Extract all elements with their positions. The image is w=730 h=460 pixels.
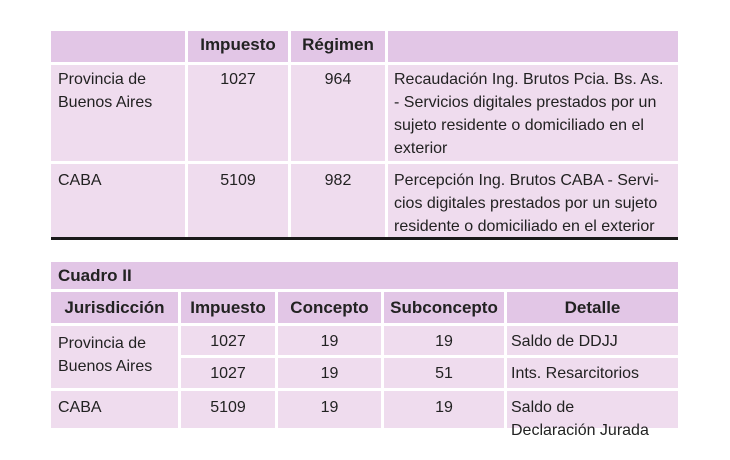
t2-header-detalle-label: Detalle — [564, 298, 621, 317]
t2-row1-impuesto — [181, 326, 275, 355]
t2-header-concepto-label: Concepto — [290, 298, 369, 317]
t2-header-impuesto-label: Impuesto — [190, 298, 266, 317]
t1-row2-regimen — [291, 164, 385, 237]
t1-row1-detalle-line2: - Servicios digitales prestados por un — [394, 94, 657, 111]
t1-row1-regimen — [291, 65, 385, 161]
t2-row3-jurisdiccion-value: CABA — [58, 399, 102, 416]
t1-header-impuesto — [188, 31, 288, 62]
t2-row2-subconcepto-value: 51 — [435, 365, 453, 382]
t2-row1-impuesto-value: 1027 — [210, 333, 246, 350]
t2-row3-detalle — [507, 391, 678, 439]
t1-header-regimen — [291, 31, 385, 62]
t2-header-concepto — [278, 292, 381, 323]
t2-row1-concepto-value: 19 — [320, 333, 339, 350]
t2-row3-concepto-value: 19 — [320, 399, 339, 416]
t1-row1-jurisdiccion-line2: Buenos Aires — [58, 94, 153, 111]
t1-header-impuesto-label: Impuesto — [200, 35, 276, 54]
t1-row1-jurisdiccion-line1: Provincia de — [58, 71, 147, 88]
t1-header-detalle — [388, 31, 678, 62]
t2-row3-subconcepto — [384, 391, 504, 428]
t2-row1-jurisdiccion-line2: Buenos Aires — [58, 358, 153, 375]
t1-header-regimen-label: Régimen — [302, 35, 374, 54]
t1-row2-regimen-value: 982 — [324, 172, 352, 189]
t1-row1-detalle-line3: sujeto residente o domiciliado en el — [394, 117, 644, 134]
t1-row1-detalle-line4: exterior — [394, 140, 448, 157]
t2-row2-impuesto-value: 1027 — [210, 365, 246, 382]
t2-row2-concepto-value: 19 — [320, 365, 339, 382]
t1-header-jurisdiccion — [51, 31, 185, 62]
t2-title-bar — [51, 262, 678, 289]
t2-header-jurisdiccion-label: Jurisdicción — [64, 298, 165, 317]
t2-row2-detalle — [507, 358, 678, 388]
t2-title: Cuadro II — [58, 266, 132, 285]
t1-row1-impuesto — [188, 65, 288, 161]
t2-row2-detalle-value: Ints. Resarcitorios — [511, 365, 640, 382]
table1-bottom-rule — [51, 237, 678, 240]
t1-row2-detalle-line3: residente o domiciliado en el exterior — [394, 218, 655, 235]
t2-row3-concepto — [278, 391, 381, 428]
t2-header-impuesto — [181, 292, 275, 323]
t1-row2-impuesto — [188, 164, 288, 237]
t1-row1-jurisdiccion — [51, 65, 185, 161]
t1-row1-impuesto-value: 1027 — [220, 71, 256, 88]
t2-row1-subconcepto — [384, 326, 504, 355]
t2-row2-subconcepto — [384, 358, 504, 388]
t2-row2-impuesto — [181, 358, 275, 388]
t2-row2-concepto — [278, 358, 381, 388]
t2-header-subconcepto — [384, 292, 504, 323]
t2-row1-jurisdiccion — [51, 326, 178, 388]
t1-row2-jurisdiccion — [51, 164, 185, 237]
t1-row2-impuesto-value: 5109 — [220, 172, 256, 189]
t1-row2-detalle-line1: Percepción Ing. Brutos CABA - Servi- — [394, 172, 659, 189]
t2-row1-subconcepto-value: 19 — [435, 333, 453, 350]
t1-row1-detalle-line1: Recaudación Ing. Brutos Pcia. Bs. As. — [394, 71, 664, 88]
t1-row1-detalle — [388, 65, 678, 161]
t2-row3-detalle-line1: Saldo de — [511, 399, 575, 416]
t2-header-subconcepto-label: Subconcepto — [390, 298, 498, 317]
t2-row1-jurisdiccion-line1: Provincia de — [58, 335, 147, 352]
t1-row2-detalle — [388, 164, 678, 237]
t1-row2-detalle-line2: cios digitales prestados por un sujeto — [394, 195, 658, 212]
t2-row3-impuesto — [181, 391, 275, 428]
t2-header-detalle — [507, 292, 678, 323]
t2-row1-detalle — [507, 326, 678, 355]
t2-row1-concepto — [278, 326, 381, 355]
t2-row3-jurisdiccion — [51, 391, 178, 428]
t1-row1-regimen-value: 964 — [324, 71, 352, 88]
t2-header-jurisdiccion — [51, 292, 178, 323]
t2-row3-subconcepto-value: 19 — [435, 399, 453, 416]
t2-row3-impuesto-value: 5109 — [210, 399, 246, 416]
t1-row2-jurisdiccion-line1: CABA — [58, 172, 102, 189]
t2-row1-detalle-value: Saldo de DDJJ — [511, 333, 618, 350]
t2-row3-detalle-line2: Declaración Jurada — [511, 422, 649, 439]
